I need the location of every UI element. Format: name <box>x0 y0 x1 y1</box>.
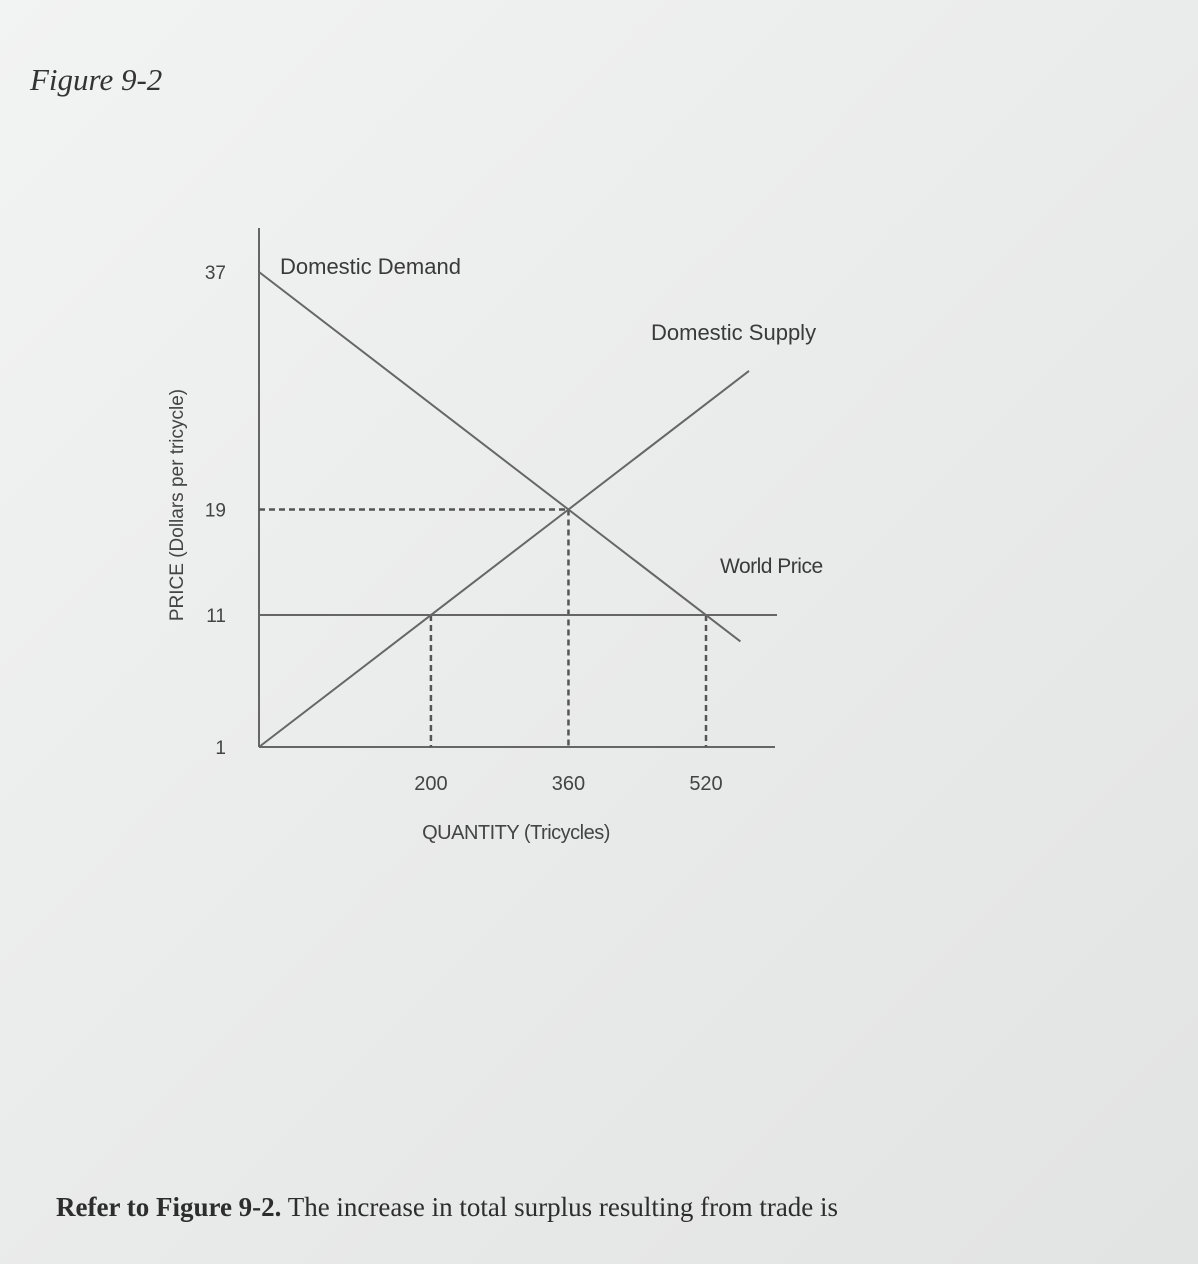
y-tick-label-11: 11 <box>206 606 226 628</box>
y-tick-label-37: 37 <box>204 263 226 284</box>
x-tick-label-520: 520 <box>689 773 723 795</box>
x-tick-labels <box>414 773 722 795</box>
question-text <box>56 1192 838 1223</box>
chart-axes <box>259 228 775 747</box>
y-axis-label: PRICE (Dollars per tricycle) <box>167 388 188 622</box>
reference-lines <box>259 510 706 748</box>
x-tick-label-360: 360 <box>551 773 586 795</box>
figure-title: Figure 9-2 <box>30 62 163 97</box>
supply-curve <box>259 371 749 747</box>
series-label-supply: Domestic Supply <box>651 320 817 345</box>
series-label-world-price: World Price <box>720 555 823 578</box>
question-reference: Refer to Figure 9-2. <box>56 1192 282 1222</box>
series-label-demand: Domestic Demand <box>280 254 461 279</box>
x-tick-label-200: 200 <box>414 773 448 795</box>
y-tick-label-19: 19 <box>204 500 226 522</box>
x-axis-label: QUANTITY (Tricycles) <box>422 822 610 844</box>
y-tick-label-1: 1 <box>215 738 226 759</box>
question-body: The increase in total surplus resulting from trade is <box>281 1192 839 1222</box>
y-tick-labels <box>205 263 226 759</box>
